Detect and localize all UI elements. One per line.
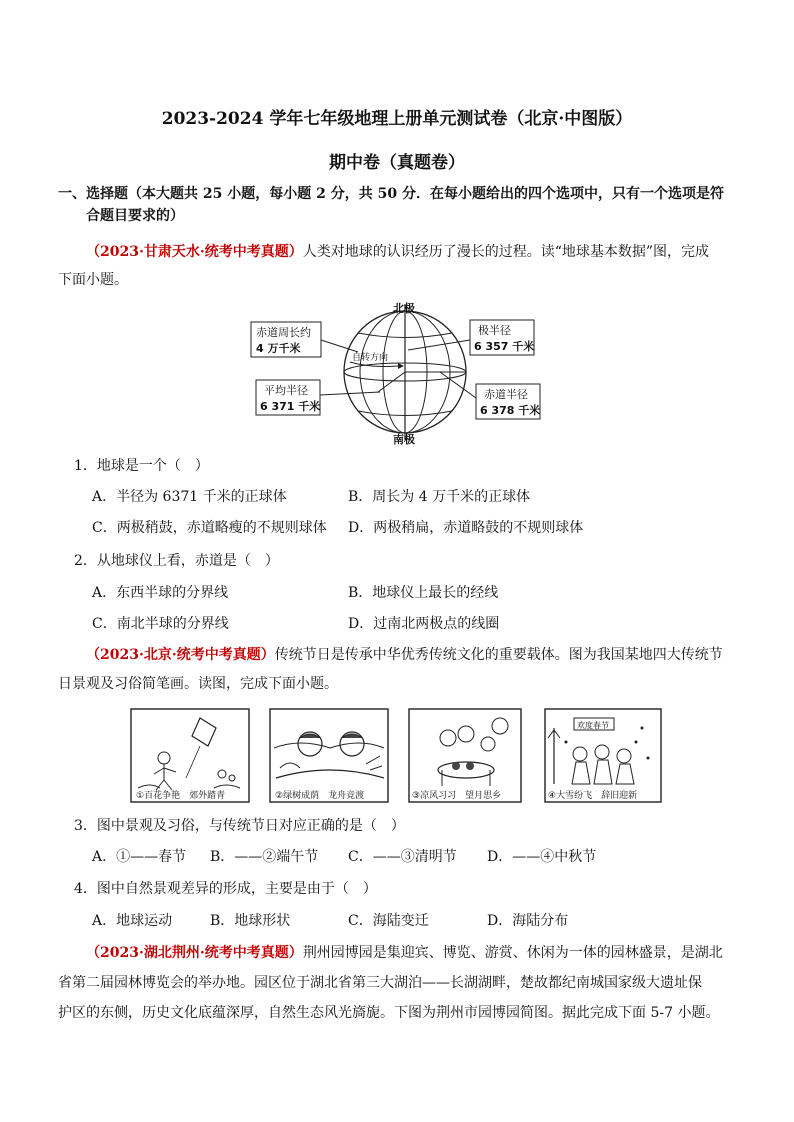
festival-panel-3 xyxy=(409,709,521,802)
q4-option-c[interactable]: C．海陆变迁 xyxy=(348,913,429,929)
festival-panel-4 xyxy=(545,709,661,802)
festival-caption-4: ④大雪纷飞 辞旧迎新 xyxy=(548,791,638,801)
equator-circumference-label: 赤道周长约 xyxy=(256,326,311,339)
material-2 xyxy=(86,641,746,669)
material-1-source: （2023·甘肃天水·统考中考真题） xyxy=(86,244,303,260)
q2-option-d[interactable]: D．过南北两极点的线圈 xyxy=(348,616,500,632)
exam-title: 2023-2024 学年七年级地理上册单元测试卷（北京·中图版） xyxy=(161,109,633,129)
material-2-text: 传统节日是传承中华优秀传统文化的重要载体。图为我国某地四大传统节 xyxy=(274,647,723,663)
polar-radius-value: 6 357 千米 xyxy=(474,340,535,353)
section-heading-line2: 合题目要求的） xyxy=(86,208,184,224)
material-1 xyxy=(86,238,746,266)
festival-panel-2 xyxy=(270,709,388,802)
material-2-text-cont: 日景观及习俗简笔画。读图，完成下面小题。 xyxy=(58,676,338,692)
equator-circumference-value: 4 万千米 xyxy=(256,342,301,355)
material-2-source: （2023·北京·统考中考真题） xyxy=(86,647,275,663)
equator-radius-value: 6 378 千米 xyxy=(480,404,541,417)
mean-radius-value: 6 371 千米 xyxy=(260,400,321,413)
question-1: 1．地球是一个（ ） xyxy=(74,458,209,474)
south-pole-label: 南极 xyxy=(393,433,415,445)
question-2: 2．从地球仪上看，赤道是（ ） xyxy=(74,553,279,569)
north-pole-label: 北极 xyxy=(393,302,415,315)
rotation-label: 自转方向 xyxy=(352,353,389,363)
exam-subtitle: 期中卷（真题卷） xyxy=(329,153,465,173)
q2-option-b[interactable]: B．地球仪上最长的经线 xyxy=(348,585,499,601)
q3-option-b[interactable]: B．——②端午节 xyxy=(210,849,319,865)
earth-data-figure xyxy=(250,300,550,445)
section-heading-line1: 一、选择题（本大题共 25 小题，每小题 2 分，共 50 分．在每小题给出的四个选项中，只有一个选项是符 xyxy=(58,186,724,202)
q3-option-a[interactable]: A．①——春节 xyxy=(92,849,187,865)
q1-option-d[interactable]: D．两极稍扁，赤道略鼓的不规则球体 xyxy=(348,520,584,536)
q4-option-a[interactable]: A．地球运动 xyxy=(92,913,173,929)
material-3-source: （2023·湖北荆州·统考中考真题） xyxy=(86,945,303,961)
question-3: 3．图中景观及习俗，与传统节日对应正确的是（ ） xyxy=(74,818,405,834)
material-3 xyxy=(86,939,746,967)
festival-caption-1: ①百花争艳 郊外踏青 xyxy=(136,791,226,801)
polar-radius-label: 极半径 xyxy=(478,324,511,337)
equator-radius-label: 赤道半径 xyxy=(484,388,528,401)
material-3-text: 荆州园博园是集迎宾、博览、游赏、休闲为一体的园林盛景，是湖北 xyxy=(302,945,723,961)
mean-radius-label: 平均半径 xyxy=(264,384,308,397)
material-3-text-line3: 护区的东侧，历史文化底蕴深厚，自然生态风光旖旎。下图为荆州市园博园简图。据此完成下面 5-7 小题。 xyxy=(58,1005,720,1021)
material-3-text-line2: 省第二届园林博览会的举办地。园区位于湖北省第三大湖泊——长湖湖畔，楚故都纪南城国家级大遗址保 xyxy=(58,975,702,991)
q4-option-b[interactable]: B．地球形状 xyxy=(210,913,291,929)
q2-option-a[interactable]: A．东西半球的分界线 xyxy=(92,585,229,601)
festival-sign: 欢度春节 xyxy=(577,721,609,730)
festival-caption-2: ②绿树成荫 龙舟竞渡 xyxy=(275,791,365,801)
q1-option-c[interactable]: C．两极稍鼓，赤道略瘦的不规则球体 xyxy=(92,520,327,536)
q2-option-c[interactable]: C．南北半球的分界线 xyxy=(92,616,229,632)
section-heading xyxy=(58,183,748,227)
q1-option-a[interactable]: A．半径为 6371 千米的正球体 xyxy=(92,489,287,505)
question-4: 4．图中自然景观差异的形成，主要是由于（ ） xyxy=(74,881,377,897)
q1-option-b[interactable]: B．周长为 4 万千米的正球体 xyxy=(348,489,531,505)
material-1-text: 人类对地球的认识经历了漫长的过程。读“地球基本数据”图，完成 xyxy=(302,244,710,260)
q3-option-d[interactable]: D．——④中秋节 xyxy=(487,849,597,865)
festival-panel-1 xyxy=(131,709,249,802)
festival-figure xyxy=(130,708,662,804)
q3-option-c[interactable]: C．——③清明节 xyxy=(348,849,457,865)
material-1-text-cont: 下面小题。 xyxy=(58,272,128,288)
q4-option-d[interactable]: D．海陆分布 xyxy=(487,913,569,929)
festival-caption-3: ③凉风习习 望月思乡 xyxy=(412,791,502,801)
